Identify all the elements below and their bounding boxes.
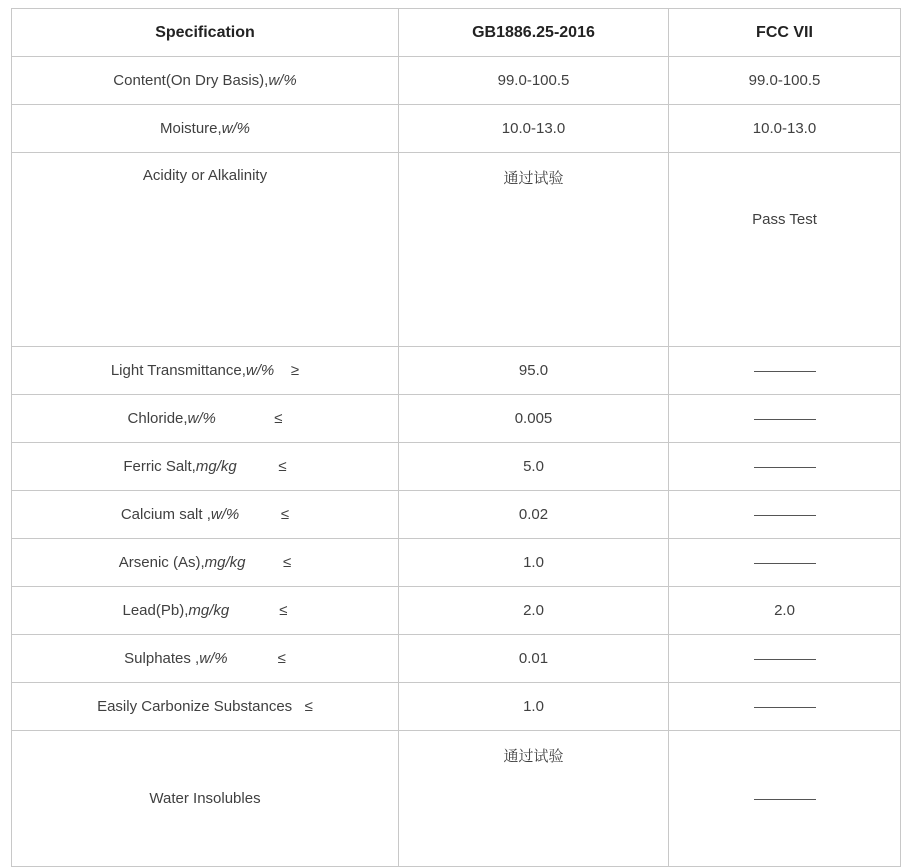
fcc-value — [669, 683, 901, 731]
spec-label-cell: Water Insolubles — [12, 731, 399, 867]
gb-value: 10.0-13.0 — [399, 105, 669, 153]
header-row — [12, 9, 901, 57]
not-specified-dash — [754, 799, 816, 800]
spec-label-cell: Lead(Pb),mg/kg ≤ — [12, 587, 399, 635]
gb-value: 5.0 — [399, 443, 669, 491]
table-row — [12, 539, 901, 587]
spec-label-cell: Light Transmittance,w/% ≥ — [12, 347, 399, 395]
table-row — [12, 635, 901, 683]
fcc-value: Pass Test — [669, 153, 901, 347]
gb-value: 0.02 — [399, 491, 669, 539]
not-specified-dash — [754, 515, 816, 516]
table-row — [12, 153, 901, 347]
gb-value: 1.0 — [399, 683, 669, 731]
fcc-value: 99.0-100.5 — [669, 57, 901, 105]
not-specified-dash — [754, 563, 816, 564]
not-specified-dash — [754, 659, 816, 660]
fcc-value — [669, 443, 901, 491]
fcc-value — [669, 491, 901, 539]
spec-label-cell: Chloride,w/% ≤ — [12, 395, 399, 443]
header-gb-standard: GB1886.25-2016 — [399, 9, 669, 57]
gb-value: 0.01 — [399, 635, 669, 683]
table-row — [12, 587, 901, 635]
fcc-value: 10.0-13.0 — [669, 105, 901, 153]
fcc-value — [669, 347, 901, 395]
table-row — [12, 731, 901, 867]
spec-label-cell: Calcium salt ,w/% ≤ — [12, 491, 399, 539]
table-row — [12, 491, 901, 539]
specification-table — [11, 8, 901, 867]
table-row — [12, 395, 901, 443]
header-fcc-standard: FCC VII — [669, 9, 901, 57]
not-specified-dash — [754, 371, 816, 372]
fcc-value: 2.0 — [669, 587, 901, 635]
fcc-value — [669, 539, 901, 587]
table-row — [12, 347, 901, 395]
gb-value: 通过试验 — [399, 731, 669, 867]
gb-value: 通过试验 — [399, 153, 669, 347]
not-specified-dash — [754, 467, 816, 468]
spec-label-cell: Arsenic (As),mg/kg ≤ — [12, 539, 399, 587]
spec-label-cell: Acidity or Alkalinity — [12, 153, 399, 347]
table-row — [12, 683, 901, 731]
spec-label-cell: Sulphates ,w/% ≤ — [12, 635, 399, 683]
spec-label-cell: Easily Carbonize Substances ≤ — [12, 683, 399, 731]
gb-value: 2.0 — [399, 587, 669, 635]
not-specified-dash — [754, 419, 816, 420]
table-row — [12, 105, 901, 153]
gb-value: 95.0 — [399, 347, 669, 395]
spec-label-cell: Ferric Salt,mg/kg ≤ — [12, 443, 399, 491]
gb-value: 99.0-100.5 — [399, 57, 669, 105]
gb-value: 0.005 — [399, 395, 669, 443]
fcc-value — [669, 395, 901, 443]
fcc-value — [669, 635, 901, 683]
not-specified-dash — [754, 707, 816, 708]
fcc-value — [669, 731, 901, 867]
spec-label-cell: Moisture,w/% — [12, 105, 399, 153]
table-row — [12, 443, 901, 491]
table-row — [12, 57, 901, 105]
header-specification: Specification — [12, 9, 399, 57]
gb-value: 1.0 — [399, 539, 669, 587]
spec-label-cell: Content(On Dry Basis),w/% — [12, 57, 399, 105]
